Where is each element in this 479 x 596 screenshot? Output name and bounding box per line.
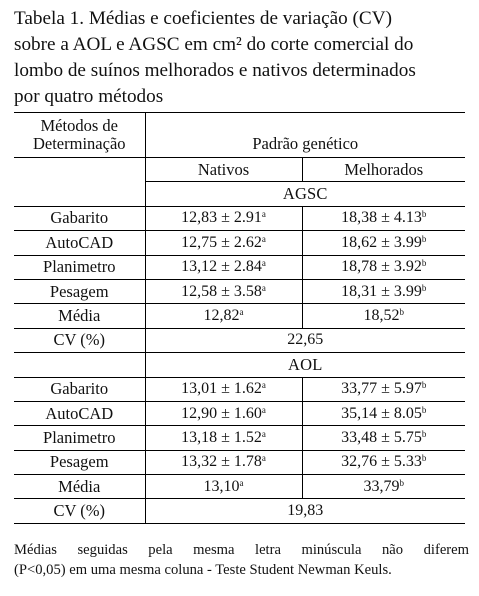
cv-row bbox=[14, 499, 465, 523]
value-cell: 13,18 ± 1.52$^a$ bbox=[145, 426, 302, 450]
cv-value: 19,83 bbox=[145, 499, 465, 523]
media-label: Média bbox=[14, 475, 145, 499]
value-cell: 18,38 ± 4.13$^b$ bbox=[302, 206, 465, 230]
table-row bbox=[14, 450, 465, 474]
media-row bbox=[14, 475, 465, 499]
value-cell: 12,90 ± 1.60$^a$ bbox=[145, 401, 302, 425]
table-row bbox=[14, 426, 465, 450]
value-cell: 18,31 ± 3.99$^b$ bbox=[302, 279, 465, 303]
value-cell: 18,62 ± 3.99$^b$ bbox=[302, 231, 465, 255]
caption-line: lombo de suínos melhorados e nativos determinados bbox=[14, 60, 416, 81]
section-title-aol: AOL bbox=[145, 353, 465, 377]
value-cell: 32,76 ± 5.33$^b$ bbox=[302, 450, 465, 474]
method-cell: Pesagem bbox=[49, 281, 109, 301]
value-cell: 12,75 ± 2.62$^a$ bbox=[145, 231, 302, 255]
method-cell: AutoCAD bbox=[45, 232, 114, 252]
media-label: Média bbox=[14, 304, 145, 328]
results-table bbox=[14, 112, 465, 524]
method-cell: Gabarito bbox=[50, 208, 109, 228]
method-header: Determinação bbox=[32, 134, 126, 153]
table-row bbox=[14, 255, 465, 279]
method-cell: Pesagem bbox=[49, 452, 109, 472]
method-cell: Gabarito bbox=[50, 379, 109, 399]
table-caption bbox=[14, 6, 469, 110]
media-row bbox=[14, 304, 465, 328]
value-cell: 12,83 ± 2.91$^a$ bbox=[145, 206, 302, 230]
value-cell: 18,78 ± 3.92$^b$ bbox=[302, 255, 465, 279]
caption-line: sobre a AOL e AGSC em cm² do corte comercial do bbox=[14, 34, 414, 55]
media-value: 12,82$^a$ bbox=[145, 304, 302, 328]
method-cell: AutoCAD bbox=[45, 403, 114, 423]
value-cell: 13,12 ± 2.84$^a$ bbox=[145, 255, 302, 279]
table-row bbox=[14, 279, 465, 303]
method-cell: Planimetro bbox=[43, 427, 116, 447]
cv-value: 22,65 bbox=[145, 328, 465, 352]
value-cell: 12,58 ± 3.58$^a$ bbox=[145, 279, 302, 303]
value-cell: 13,32 ± 1.78$^a$ bbox=[145, 450, 302, 474]
media-value: 33,79$^b$ bbox=[302, 475, 465, 499]
value-cell: 13,01 ± 1.62$^a$ bbox=[145, 377, 302, 401]
method-header: Métodos de bbox=[14, 113, 145, 136]
media-value: 13,10$^a$ bbox=[145, 475, 302, 499]
value-cell: 33,48 ± 5.75$^b$ bbox=[302, 426, 465, 450]
cv-label: CV (%) bbox=[14, 499, 145, 523]
cv-label: CV (%) bbox=[14, 328, 145, 352]
table-row bbox=[14, 231, 465, 255]
table-row bbox=[14, 206, 465, 230]
caption-line: Tabela 1. Médias e coeficientes de variação (CV) bbox=[14, 8, 392, 29]
media-value: 18,52$^b$ bbox=[302, 304, 465, 328]
footnote-line: (P<0,05) em uma mesma coluna - Teste Student Newman Keuls. bbox=[14, 562, 392, 578]
method-cell: Planimetro bbox=[43, 257, 116, 277]
cv-row bbox=[14, 328, 465, 352]
value-cell: 33,77 ± 5.97$^b$ bbox=[302, 377, 465, 401]
column-header-nativos: Nativos bbox=[145, 158, 302, 182]
value-cell: 35,14 ± 8.05$^b$ bbox=[302, 401, 465, 425]
table-row bbox=[14, 377, 465, 401]
column-header-melhorados: Melhorados bbox=[302, 158, 465, 182]
group-header: Padrão genético bbox=[145, 135, 465, 158]
table-footnote bbox=[14, 540, 469, 580]
footnote-line: Médias seguidas pela mesma letra minúscula não diferem bbox=[14, 542, 469, 558]
section-title-agsc: AGSC bbox=[145, 182, 465, 206]
table-row bbox=[14, 401, 465, 425]
caption-line: por quatro métodos bbox=[14, 86, 164, 107]
